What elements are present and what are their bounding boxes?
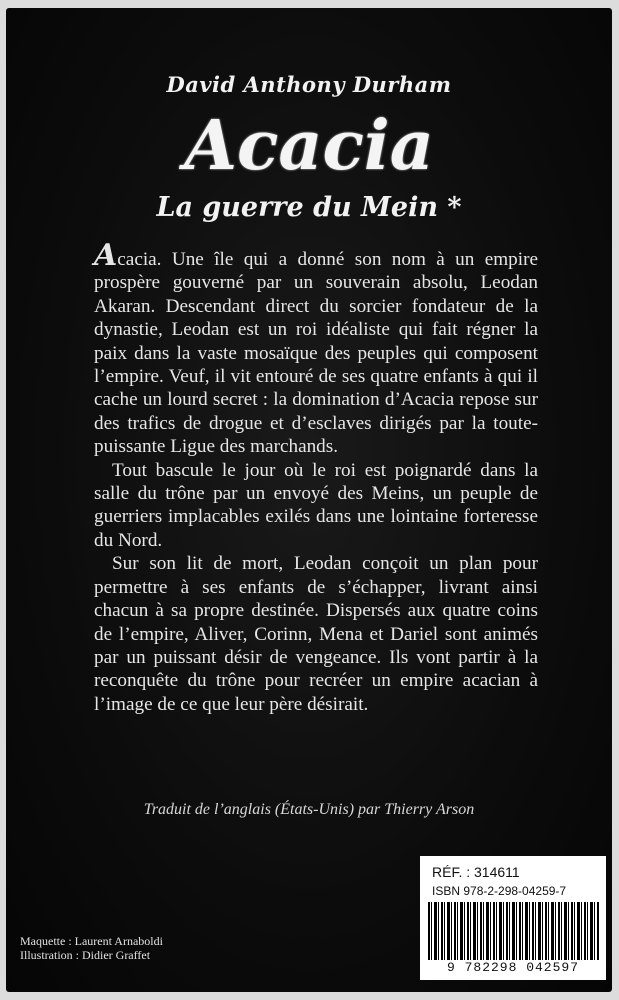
blurb-paragraph-3: Sur son lit de mort, Leodan conçoit un plan pour permettre à ses enfants de s’échapper, livrant ainsi chacun à sa propre destinée. Dispersés aux quatre coins de l’empire, Aliver, Corinn, Mena et Dariel sont animés par un puissant désir de vengeance. Ils vont partir à la reconquête du trône pour recréer un empire acacian à l’image de ce que leur père désirait.	[94, 553, 538, 715]
book-subtitle: La guerre du Mein *	[156, 192, 462, 223]
translator-credit: Traduit de l’anglais (États-Unis) par Thierry Arson	[143, 801, 475, 818]
blurb	[94, 238, 538, 716]
book-title: Acacia	[184, 106, 434, 186]
maquette-credit: Maquette : Laurent Arnaboldi	[20, 934, 163, 948]
barcode-icon	[428, 902, 600, 960]
design-credits	[20, 934, 163, 962]
barcode-number: 9 782298 042597	[446, 960, 580, 975]
isbn-number: ISBN 978-2-298-04259-7	[432, 884, 567, 898]
blurb-paragraph-1	[94, 238, 538, 459]
back-cover	[6, 8, 612, 992]
author-name: David Anthony Durham	[166, 72, 452, 97]
blurb-paragraph-2: Tout bascule le jour où le roi est poignardé dans la salle du trône par un envoyé des Meins, un peuple de guerriers implacables exilés dans une lointaine forteresse du Nord.	[94, 459, 538, 551]
drop-cap: A	[94, 238, 118, 273]
illustration-credit: Illustration : Didier Graffet	[20, 948, 151, 962]
blurb-paragraph-1-text: cacia. Une île qui a donné son nom à un empire prospère gouverné par un souverain absolu, Leodan Akaran. Descendant direct du sorcier fondateur de la dynastie, Leodan est un roi idéaliste qui fait régner la paix dans la vaste mosaïque des peuples qui composent l’empire. Veuf, il vit entouré de ses quatre enfants à qui il cache un lourd secret : la domination d’Acacia repose sur des trafics de drogue et d’esclaves dirigés par la toute-puissante Ligue des marchands.	[94, 249, 538, 458]
reference-number: RÉF. : 314611	[432, 864, 520, 880]
barcode-panel	[420, 856, 606, 980]
